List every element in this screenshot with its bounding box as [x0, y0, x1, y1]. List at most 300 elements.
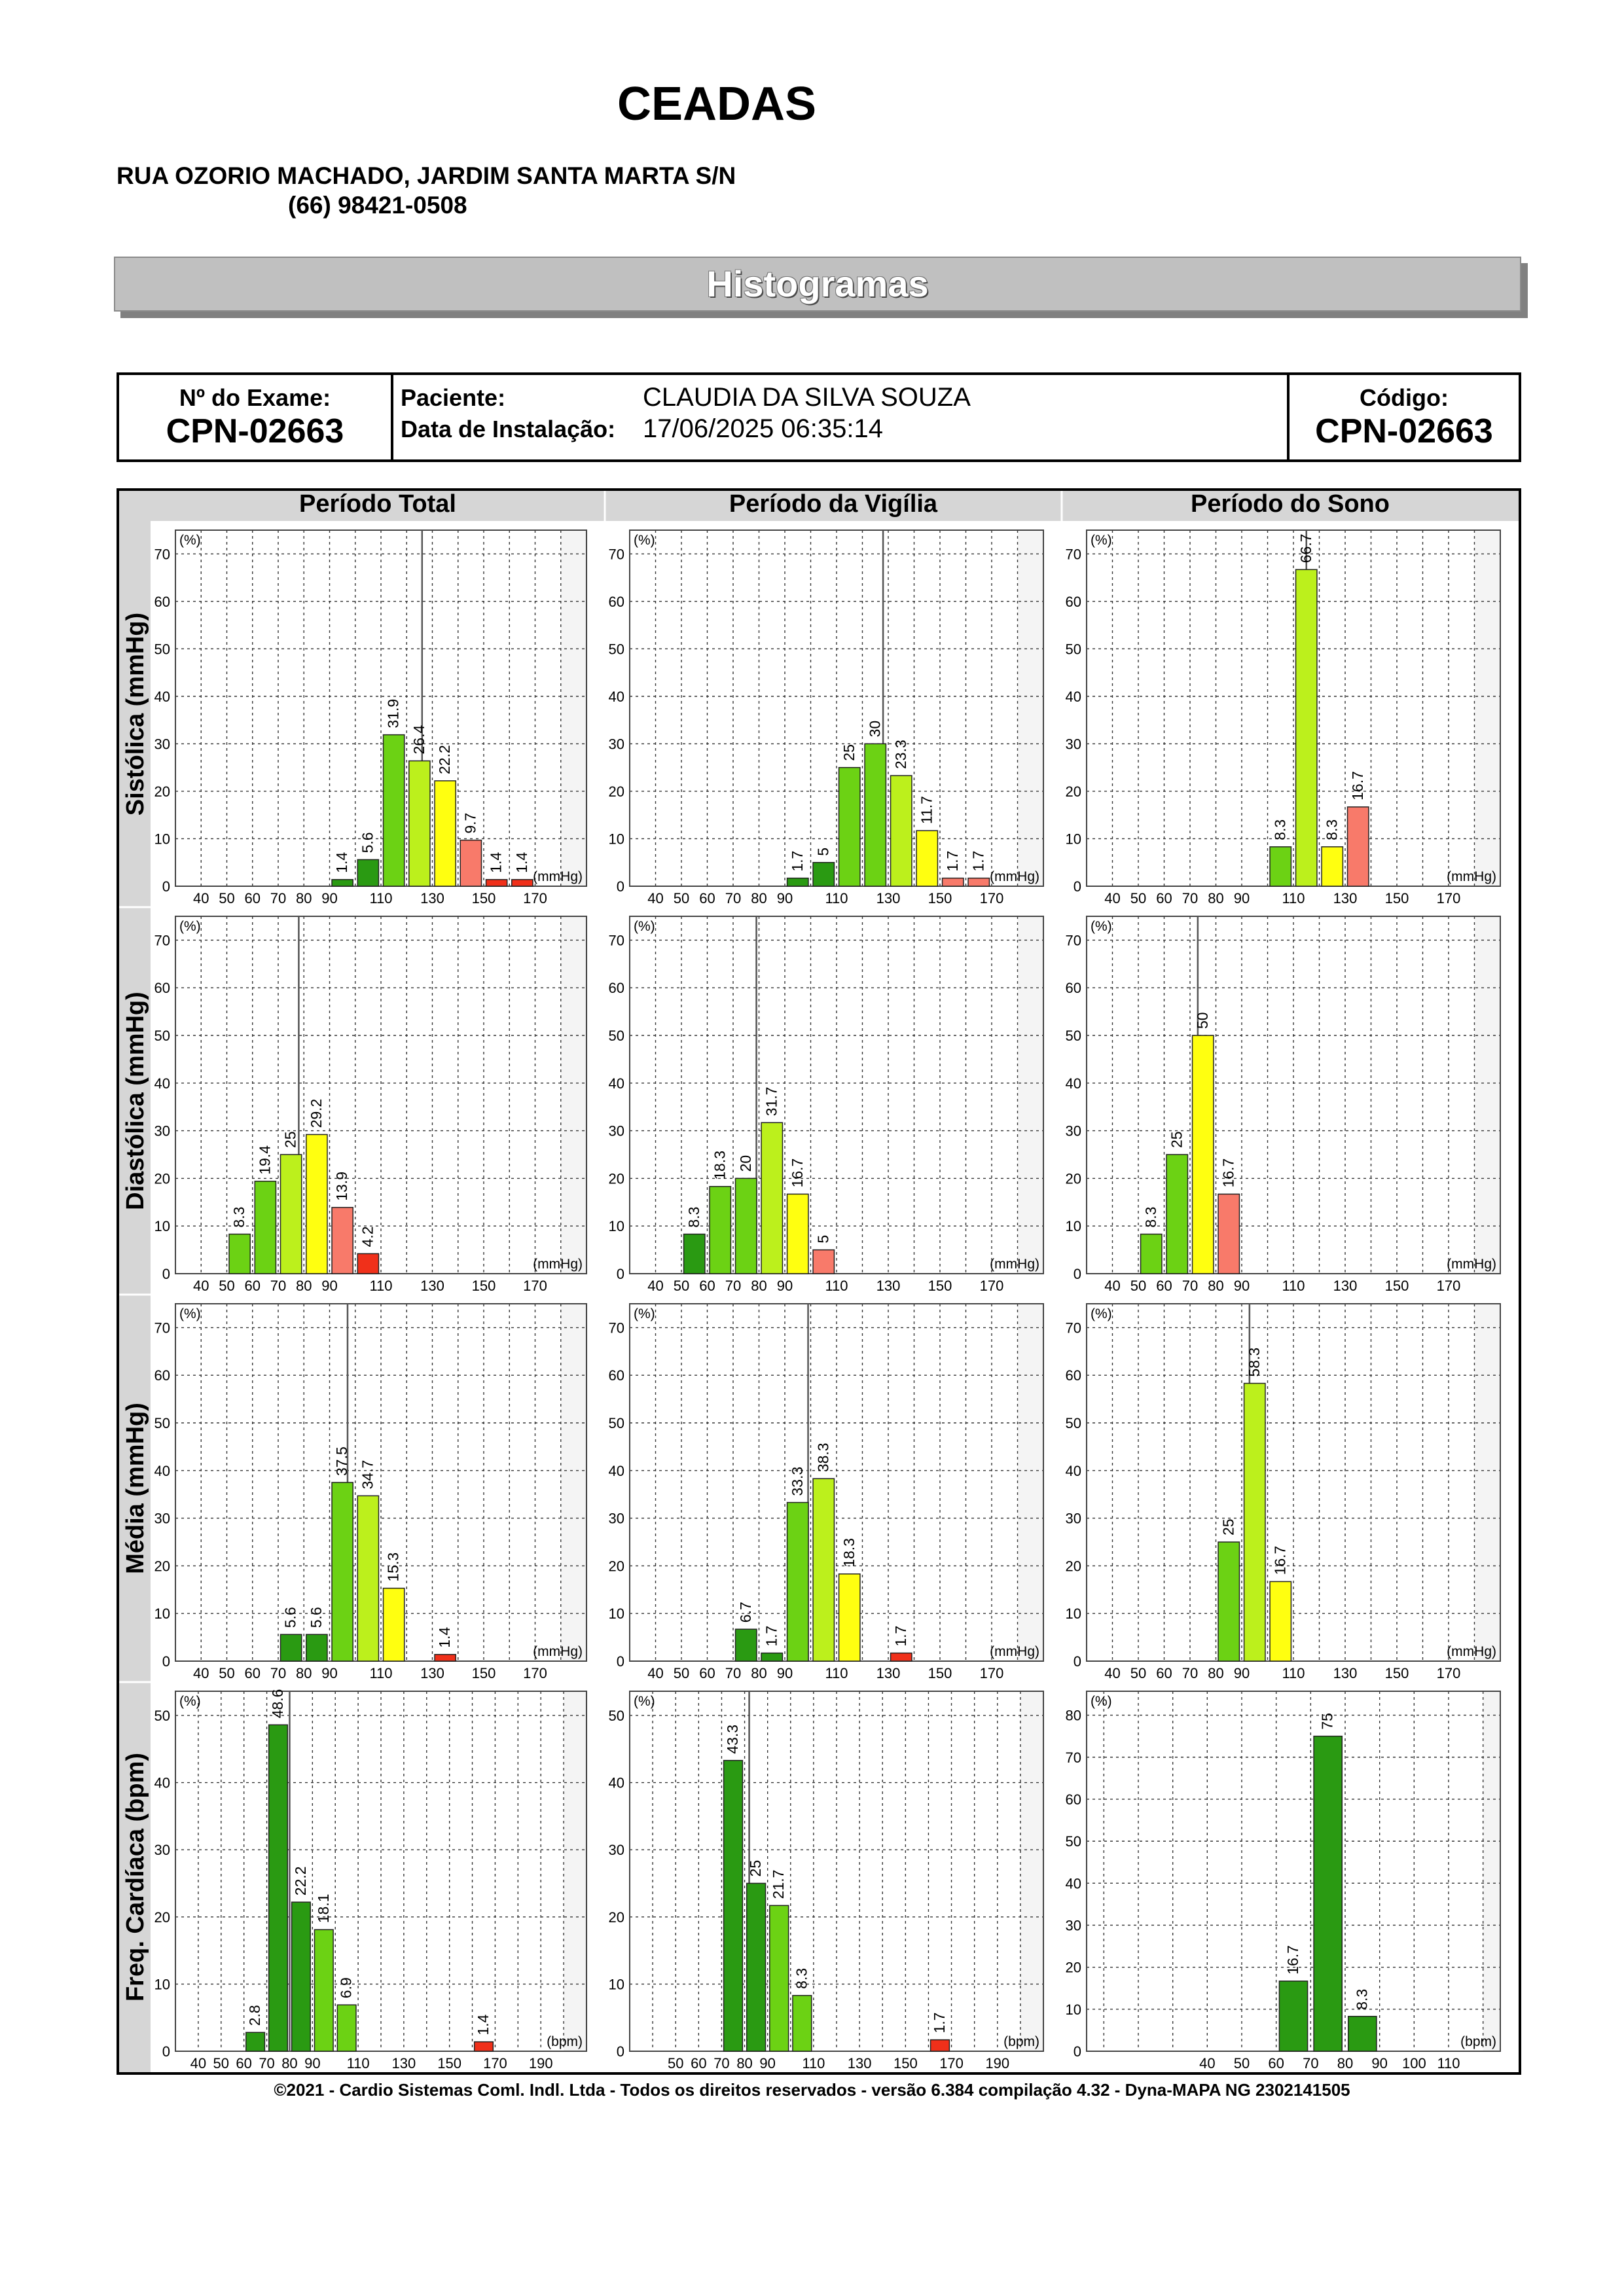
x-tick-label: 70 — [1182, 890, 1199, 906]
section-title: Histogramas — [706, 263, 929, 304]
bar-value-label: 11.7 — [918, 796, 935, 825]
y-tick-label: 10 — [1065, 1218, 1081, 1235]
y-tick-label: 30 — [1065, 736, 1081, 753]
y-tick-label: 60 — [1065, 593, 1081, 610]
histogram-bar — [813, 1250, 834, 1274]
x-tick-label: 40 — [193, 890, 209, 906]
bar-value-label: 1.7 — [788, 850, 806, 872]
x-unit-label: (bpm) — [547, 2034, 583, 2049]
y-tick-label: 50 — [608, 1415, 624, 1431]
bar-value-label: 5.6 — [359, 832, 376, 853]
y-tick-label: 0 — [616, 878, 624, 895]
y-tick-label: 0 — [162, 1266, 170, 1282]
bar-value-label: 8.3 — [1323, 819, 1341, 840]
histogram-bar — [1218, 1542, 1239, 1661]
x-tick-label: 130 — [420, 890, 444, 906]
x-tick-label: 60 — [1156, 890, 1172, 906]
y-tick-label: 40 — [1065, 1462, 1081, 1479]
y-tick-label: 40 — [608, 1075, 624, 1092]
x-unit-label: (bpm) — [1460, 2034, 1496, 2049]
x-tick-label: 70 — [1182, 1278, 1199, 1294]
x-tick-label: 70 — [270, 1665, 287, 1681]
y-unit-label: (%) — [179, 919, 201, 934]
plot-shade — [1018, 916, 1044, 1274]
y-tick-label: 70 — [608, 1319, 624, 1336]
histogram-bar — [710, 1187, 731, 1274]
x-tick-label: 90 — [304, 2055, 321, 2072]
exam-number-label: Nº do Exame: — [179, 384, 331, 411]
y-tick-label: 30 — [608, 736, 624, 753]
x-tick-label: 130 — [420, 1665, 444, 1681]
y-tick-label: 0 — [1073, 1266, 1081, 1282]
y-tick-label: 0 — [162, 878, 170, 895]
bar-value-label: 75 — [1318, 1713, 1336, 1730]
histogram-bar — [486, 880, 507, 886]
y-tick-label: 40 — [1065, 1075, 1081, 1092]
bar-value-label: 1.7 — [969, 850, 987, 872]
install-date: 17/06/2025 06:35:14 — [643, 414, 884, 443]
bar-value-label: 18.1 — [314, 1893, 332, 1924]
y-tick-label: 40 — [1065, 688, 1081, 705]
histogram-bar — [1141, 1234, 1162, 1274]
y-tick-label: 20 — [1065, 1558, 1081, 1575]
y-tick-label: 60 — [608, 980, 624, 997]
x-tick-label: 80 — [1208, 1278, 1224, 1294]
x-tick-label: 110 — [825, 1665, 848, 1681]
bar-value-label: 33.3 — [788, 1466, 806, 1496]
y-tick-label: 70 — [1065, 546, 1081, 563]
y-tick-label: 50 — [1065, 1833, 1081, 1850]
histogram-bar — [246, 2032, 265, 2051]
y-tick-label: 10 — [154, 831, 170, 848]
row-title: Média (mmHg) — [122, 1403, 149, 1574]
y-unit-label: (%) — [179, 1306, 201, 1321]
bar-value-label: 66.7 — [1297, 533, 1314, 564]
bar-value-label: 16.7 — [1219, 1158, 1237, 1188]
y-tick-label: 60 — [154, 980, 170, 997]
plot-shade — [1018, 530, 1044, 886]
x-tick-label: 110 — [1282, 1665, 1305, 1681]
y-tick-label: 70 — [154, 546, 170, 563]
x-tick-label: 110 — [369, 1278, 393, 1294]
y-unit-label: (%) — [634, 1694, 655, 1709]
y-tick-label: 20 — [608, 783, 624, 800]
y-tick-label: 10 — [1065, 2001, 1081, 2018]
y-tick-label: 80 — [1065, 1707, 1081, 1724]
x-tick-label: 130 — [1333, 1665, 1358, 1681]
bar-value-label: 29.2 — [307, 1098, 325, 1128]
y-unit-label: (%) — [1091, 919, 1112, 934]
histogram-sys-total — [154, 530, 586, 906]
x-tick-label: 150 — [471, 1665, 496, 1681]
y-unit-label: (%) — [634, 533, 655, 548]
histogram-dia-total — [154, 916, 586, 1294]
histogram-dia-wake — [609, 916, 1043, 1294]
histogram-sys-sleep — [1066, 530, 1500, 906]
bar-value-label: 25 — [1168, 1131, 1185, 1148]
y-tick-label: 20 — [608, 1558, 624, 1575]
bar-value-label: 1.4 — [513, 852, 530, 873]
histogram-bar — [684, 1234, 705, 1274]
y-tick-label: 10 — [608, 1605, 624, 1623]
code-label: Código: — [1360, 384, 1449, 411]
plot-shade — [1018, 1304, 1044, 1661]
bar-value-label: 8.3 — [1271, 819, 1289, 840]
y-tick-label: 70 — [154, 932, 170, 949]
bar-value-label: 31.9 — [384, 698, 402, 728]
histogram-bar — [314, 1929, 333, 2051]
bar-value-label: 26.4 — [410, 725, 427, 755]
y-unit-label: (%) — [634, 1306, 655, 1321]
histogram-bar — [839, 1574, 860, 1661]
x-tick-label: 80 — [281, 2055, 298, 2072]
x-tick-label: 70 — [1182, 1665, 1199, 1681]
histogram-mean-wake — [609, 1304, 1043, 1681]
bar-value-label: 13.9 — [333, 1172, 351, 1201]
x-unit-label: (mmHg) — [533, 1644, 583, 1659]
histogram-bar — [1348, 807, 1369, 886]
y-tick-label: 40 — [154, 1075, 170, 1092]
bar-value-label: 48.6 — [269, 1689, 286, 1719]
y-tick-label: 50 — [1065, 641, 1081, 658]
column-title: Período do Sono — [1191, 491, 1390, 518]
histogram-bar — [460, 840, 481, 886]
x-tick-label: 90 — [1233, 1278, 1250, 1294]
histogram-bar — [1244, 1384, 1265, 1661]
y-tick-label: 30 — [154, 1122, 170, 1139]
x-tick-label: 150 — [893, 2055, 918, 2072]
x-tick-label: 50 — [219, 890, 235, 906]
bar-value-label: 16.7 — [1271, 1545, 1289, 1575]
histogram-bar — [891, 776, 912, 886]
y-tick-label: 20 — [608, 1909, 624, 1926]
bar-value-label: 6.9 — [337, 1977, 355, 1999]
histogram-hr-wake — [609, 1691, 1043, 2072]
x-tick-label: 90 — [776, 1278, 793, 1294]
bar-value-label: 16.7 — [1284, 1945, 1301, 1975]
histogram-bar — [736, 1629, 757, 1661]
x-tick-label: 170 — [523, 1278, 547, 1294]
y-tick-label: 0 — [616, 2043, 624, 2060]
x-tick-label: 80 — [751, 890, 767, 906]
x-tick-label: 150 — [928, 1278, 952, 1294]
plot-shade — [564, 1691, 586, 2051]
x-tick-label: 150 — [928, 890, 952, 906]
x-tick-label: 170 — [483, 2055, 507, 2072]
x-tick-label: 40 — [1104, 1278, 1121, 1294]
x-tick-label: 170 — [1436, 890, 1461, 906]
x-tick-label: 70 — [1303, 2055, 1319, 2072]
y-tick-label: 60 — [1065, 980, 1081, 997]
y-tick-label: 10 — [154, 1605, 170, 1623]
section-banner — [114, 257, 1521, 312]
histogram-bar — [787, 1503, 808, 1661]
y-tick-label: 60 — [154, 1367, 170, 1384]
y-tick-label: 30 — [1065, 1510, 1081, 1527]
y-tick-label: 70 — [154, 1319, 170, 1336]
x-tick-label: 170 — [979, 890, 1004, 906]
code-cell — [1290, 375, 1519, 459]
row-title: Sistólica (mmHg) — [122, 612, 149, 816]
x-tick-label: 130 — [876, 1278, 901, 1294]
x-tick-label: 40 — [1104, 1665, 1121, 1681]
histogram-bar — [1218, 1194, 1239, 1274]
bar-value-label: 23.3 — [892, 740, 909, 769]
patient-cell — [401, 375, 1396, 459]
clinic-address: RUA OZORIO MACHADO, JARDIM SANTA MARTA S/N — [117, 162, 736, 189]
histogram-bar — [1193, 1035, 1214, 1274]
x-tick-label: 170 — [1436, 1665, 1461, 1681]
y-tick-label: 10 — [608, 1976, 624, 1993]
bar-value-label: 31.7 — [763, 1086, 780, 1117]
x-tick-label: 90 — [321, 890, 338, 906]
x-tick-label: 110 — [825, 890, 848, 906]
bar-value-label: 2.8 — [246, 2005, 264, 2026]
bar-value-label: 5 — [814, 1234, 832, 1244]
bar-value-label: 9.7 — [461, 812, 479, 834]
histogram-mean-total — [154, 1304, 586, 1681]
y-unit-label: (%) — [634, 919, 655, 934]
y-tick-label: 70 — [1065, 1749, 1081, 1766]
install-date-label: Data de Instalação: — [401, 416, 616, 442]
bar-value-label: 1.7 — [943, 850, 961, 872]
y-tick-label: 60 — [1065, 1367, 1081, 1384]
x-tick-label: 110 — [369, 890, 393, 906]
y-tick-label: 30 — [154, 1510, 170, 1527]
x-tick-label: 50 — [1130, 1278, 1147, 1294]
bar-value-label: 6.7 — [736, 1602, 754, 1623]
x-tick-label: 60 — [244, 890, 261, 906]
bar-value-label: 43.3 — [724, 1724, 741, 1754]
y-tick-label: 50 — [608, 1028, 624, 1044]
exam-number-cell — [119, 375, 391, 459]
x-tick-label: 50 — [673, 1665, 690, 1681]
x-unit-label: (mmHg) — [990, 1644, 1039, 1659]
histogram-bar — [332, 1482, 353, 1661]
y-tick-label: 30 — [1065, 1917, 1081, 1934]
y-tick-label: 40 — [154, 688, 170, 705]
x-tick-label: 50 — [1130, 1665, 1147, 1681]
histogram-grid — [117, 488, 1521, 2075]
histogram-bar — [793, 1996, 812, 2051]
histogram-bar — [916, 831, 937, 886]
bar-value-label: 16.7 — [1348, 771, 1366, 800]
y-tick-label: 20 — [1065, 1170, 1081, 1187]
histogram-bar — [1279, 1981, 1307, 2051]
x-tick-label: 130 — [876, 890, 901, 906]
x-tick-label: 70 — [725, 1278, 742, 1294]
x-tick-label: 90 — [776, 1665, 793, 1681]
histogram-bar — [943, 878, 964, 886]
y-tick-label: 10 — [154, 1976, 170, 1993]
bar-value-label: 25 — [1219, 1518, 1237, 1535]
x-tick-label: 80 — [751, 1278, 767, 1294]
info-divider — [391, 375, 393, 459]
bar-value-label: 25 — [840, 744, 857, 761]
y-tick-label: 0 — [162, 2043, 170, 2060]
x-tick-label: 40 — [190, 2055, 207, 2072]
histogram-bar — [787, 1194, 808, 1274]
row-title: Freq. Cardíaca (bpm) — [122, 1752, 149, 2002]
histogram-bar — [332, 1208, 353, 1274]
histogram-bar — [306, 1134, 327, 1274]
x-tick-label: 130 — [847, 2055, 872, 2072]
x-tick-label: 50 — [1233, 2055, 1250, 2072]
bar-value-label: 38.3 — [814, 1443, 832, 1473]
y-tick-label: 0 — [616, 1653, 624, 1670]
plot-shade — [1475, 1304, 1501, 1661]
bar-value-label: 8.3 — [793, 1967, 810, 1989]
x-tick-label: 80 — [1208, 1665, 1224, 1681]
x-tick-label: 60 — [236, 2055, 252, 2072]
histogram-bar — [839, 768, 860, 886]
histogram-bar — [384, 735, 405, 886]
histogram-bar — [736, 1178, 757, 1274]
x-tick-label: 170 — [1436, 1278, 1461, 1294]
bar-value-label: 30 — [866, 720, 884, 738]
histogram-bar — [292, 1902, 311, 2051]
histogram-bar — [724, 1761, 743, 2051]
x-tick-label: 130 — [1333, 1278, 1358, 1294]
y-tick-label: 50 — [1065, 1028, 1081, 1044]
x-unit-label: (bpm) — [1003, 2034, 1039, 2049]
x-tick-label: 150 — [928, 1665, 952, 1681]
x-unit-label: (mmHg) — [1447, 1257, 1496, 1272]
column-title: Período da Vigília — [729, 491, 938, 518]
x-tick-label: 90 — [321, 1278, 338, 1294]
histogram-bar — [770, 1905, 789, 2051]
x-unit-label: (mmHg) — [990, 1257, 1039, 1272]
histogram-bar — [357, 1496, 378, 1661]
y-tick-label: 10 — [154, 1218, 170, 1235]
histogram-bar — [1322, 847, 1343, 886]
y-tick-label: 0 — [616, 1266, 624, 1282]
x-tick-label: 40 — [647, 1665, 664, 1681]
histogram-bar — [281, 1155, 302, 1274]
x-tick-label: 90 — [759, 2055, 776, 2072]
histogram-bar — [357, 1253, 378, 1274]
histogram-bar — [337, 2005, 356, 2051]
y-unit-label: (%) — [179, 1694, 201, 1709]
y-tick-label: 10 — [1065, 1605, 1081, 1623]
x-tick-label: 70 — [725, 1665, 742, 1681]
bar-value-label: 5.6 — [307, 1607, 325, 1628]
histogram-bar — [1348, 2017, 1377, 2051]
bar-value-label: 58.3 — [1245, 1347, 1263, 1377]
bar-value-label: 5 — [814, 847, 832, 856]
x-tick-label: 170 — [523, 890, 547, 906]
x-tick-label: 50 — [219, 1278, 235, 1294]
y-tick-label: 10 — [1065, 831, 1081, 848]
x-tick-label: 40 — [193, 1665, 209, 1681]
histogram-bar — [229, 1234, 250, 1274]
histogram-bar — [761, 1122, 782, 1274]
x-tick-label: 50 — [213, 2055, 230, 2072]
histogram-bar — [813, 1479, 834, 1661]
bar-value-label: 8.3 — [230, 1206, 248, 1228]
y-tick-label: 0 — [1073, 1653, 1081, 1670]
y-unit-label: (%) — [1091, 1694, 1112, 1709]
x-tick-label: 90 — [321, 1665, 338, 1681]
x-tick-label: 60 — [1156, 1278, 1172, 1294]
x-tick-label: 150 — [471, 890, 496, 906]
x-tick-label: 170 — [523, 1665, 547, 1681]
x-tick-label: 60 — [1268, 2055, 1284, 2072]
y-unit-label: (%) — [1091, 1306, 1112, 1321]
x-tick-label: 40 — [647, 890, 664, 906]
y-tick-label: 50 — [154, 641, 170, 658]
histogram-bar — [281, 1634, 302, 1661]
y-tick-label: 70 — [1065, 1319, 1081, 1336]
bar-value-label: 21.7 — [770, 1869, 787, 1899]
y-tick-label: 40 — [608, 1774, 624, 1791]
y-unit-label: (%) — [179, 533, 201, 548]
x-tick-label: 60 — [244, 1665, 261, 1681]
bar-value-label: 18.3 — [840, 1538, 857, 1568]
y-tick-label: 40 — [1065, 1875, 1081, 1892]
plot-shade — [1483, 1691, 1500, 2051]
y-tick-label: 60 — [608, 593, 624, 610]
x-tick-label: 80 — [1208, 890, 1224, 906]
plot-shade — [561, 916, 586, 1274]
y-tick-label: 30 — [608, 1122, 624, 1139]
y-tick-label: 70 — [608, 932, 624, 949]
x-tick-label: 150 — [471, 1278, 496, 1294]
x-tick-label: 110 — [1282, 890, 1305, 906]
bar-value-label: 25 — [747, 1859, 765, 1877]
y-tick-label: 20 — [608, 1170, 624, 1187]
x-tick-label: 60 — [699, 1665, 715, 1681]
y-unit-label: (%) — [1091, 533, 1112, 548]
x-tick-label: 50 — [673, 1278, 690, 1294]
x-tick-label: 90 — [1233, 890, 1250, 906]
bar-value-label: 20 — [736, 1155, 754, 1172]
y-tick-label: 50 — [608, 641, 624, 658]
x-tick-label: 170 — [979, 1278, 1004, 1294]
bar-value-label: 1.4 — [436, 1626, 454, 1648]
plot-shade — [1020, 1691, 1043, 2051]
x-tick-label: 110 — [825, 1278, 848, 1294]
x-tick-label: 90 — [1233, 1665, 1250, 1681]
bar-value-label: 5.6 — [281, 1607, 299, 1628]
y-tick-label: 60 — [1065, 1791, 1081, 1808]
x-tick-label: 80 — [296, 890, 312, 906]
x-tick-label: 130 — [420, 1278, 444, 1294]
x-tick-label: 50 — [1130, 890, 1147, 906]
x-tick-label: 80 — [751, 1665, 767, 1681]
plot-shade — [561, 1304, 586, 1661]
histogram-hr-sleep — [1066, 1691, 1500, 2072]
bar-value-label: 8.3 — [685, 1206, 702, 1228]
exam-number: CPN-02663 — [166, 412, 344, 450]
bar-value-label: 18.3 — [711, 1151, 729, 1180]
y-tick-label: 0 — [162, 1653, 170, 1670]
bar-value-label: 1.7 — [763, 1625, 780, 1647]
x-tick-label: 40 — [193, 1278, 209, 1294]
x-tick-label: 70 — [725, 890, 742, 906]
x-tick-label: 50 — [219, 1665, 235, 1681]
histogram-bar — [761, 1653, 782, 1661]
histogram-bar — [435, 781, 456, 886]
y-tick-label: 50 — [154, 1028, 170, 1044]
histogram-bar — [384, 1588, 405, 1661]
histogram-bar — [931, 2040, 950, 2051]
x-tick-label: 130 — [876, 1665, 901, 1681]
bar-value-label: 22.2 — [436, 745, 454, 774]
x-unit-label: (mmHg) — [1447, 1644, 1496, 1659]
y-tick-label: 40 — [154, 1462, 170, 1479]
y-tick-label: 50 — [1065, 1415, 1081, 1431]
